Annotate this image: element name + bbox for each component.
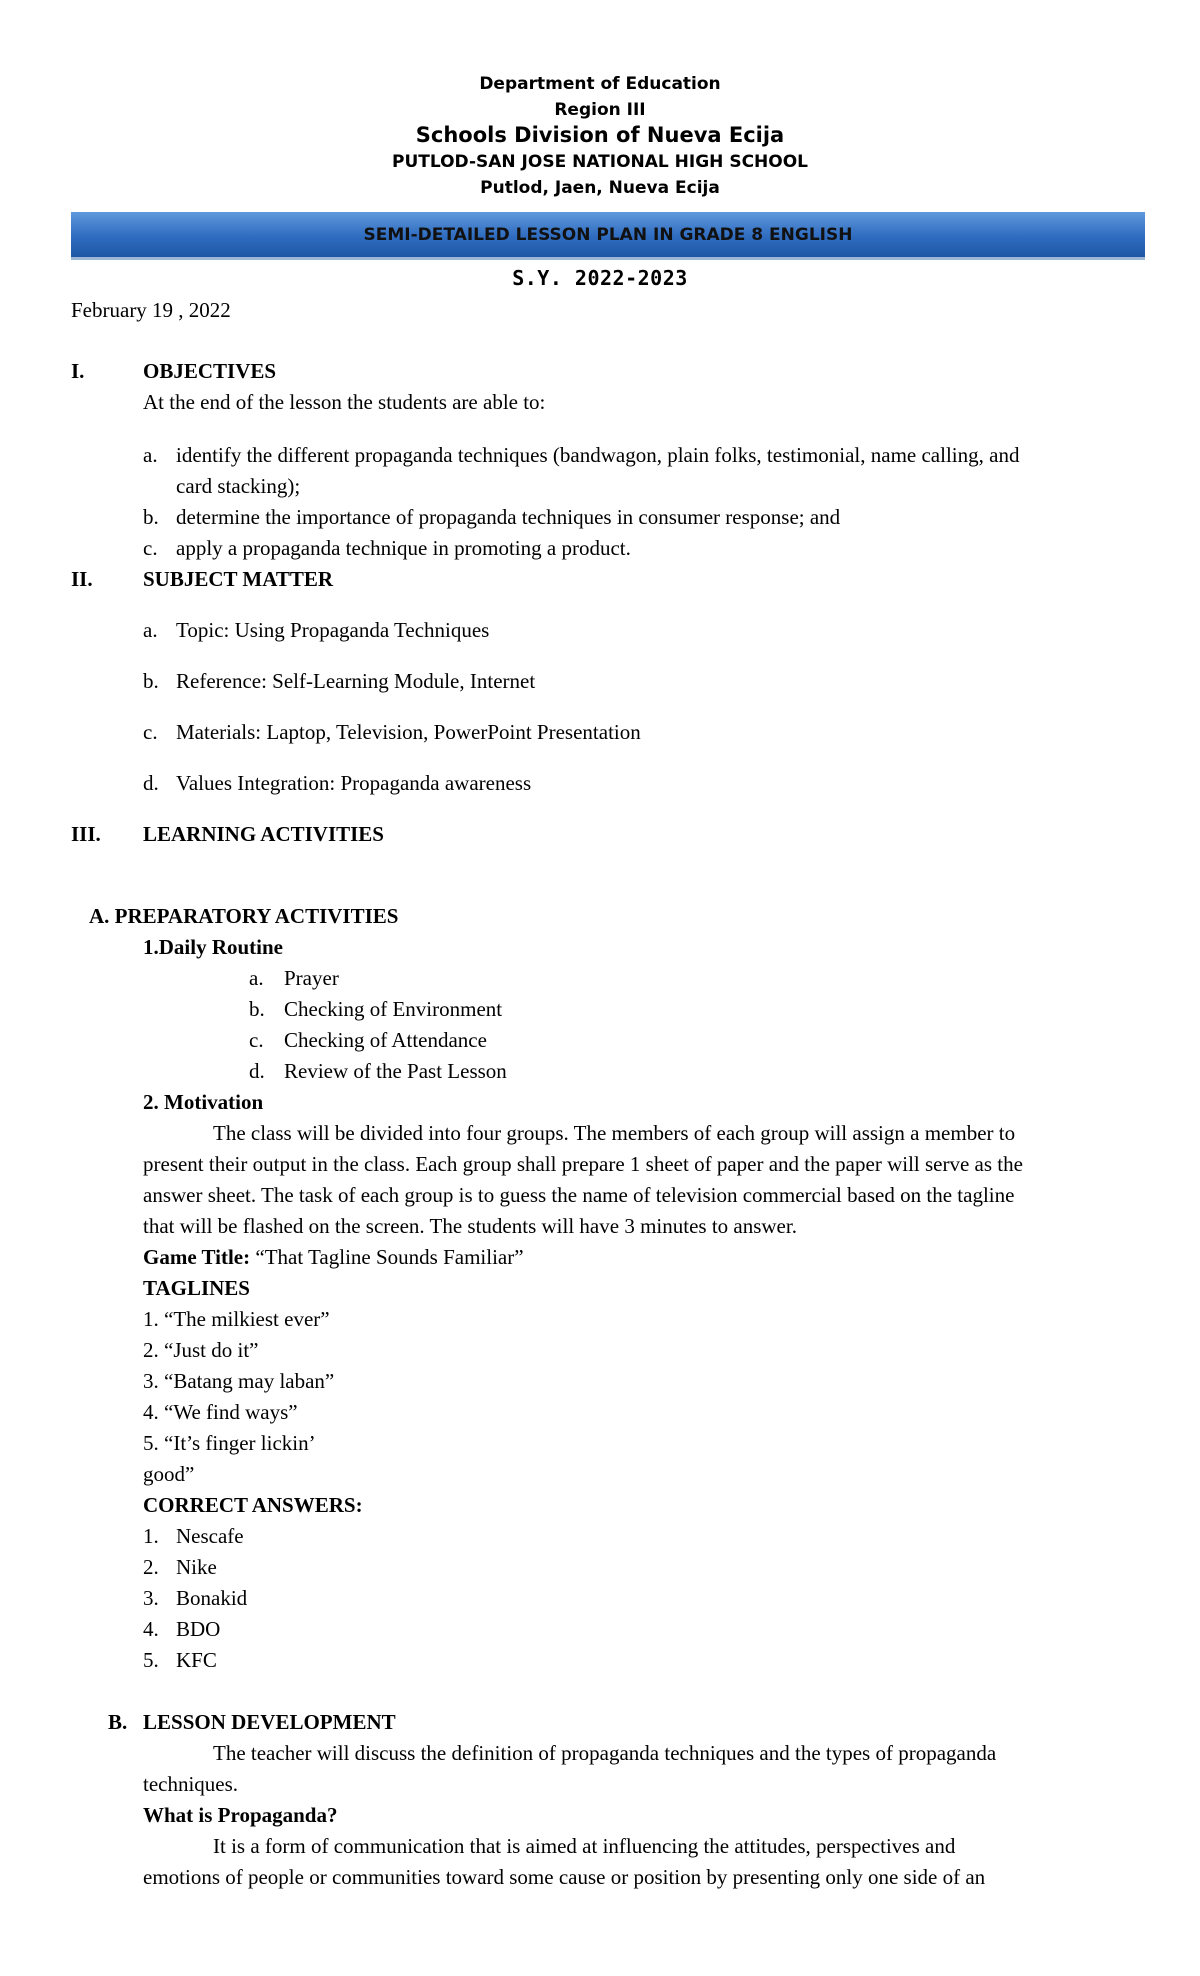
answer-item: Nescafe [176,1524,244,1548]
list-marker: 1. [143,1524,159,1548]
tagline-item: 3. “Batang may laban” [143,1369,335,1393]
list-marker: 4. [143,1617,159,1641]
list-item: Values Integration: Propaganda awareness [176,771,532,795]
tagline-item: 5. “It’s finger lickin’ [143,1431,316,1455]
list-item: determine the importance of propaganda techniques in consumer response; and [176,505,841,529]
paragraph-line: techniques. [143,1772,239,1796]
subsection-title-lesson-development: LESSON DEVELOPMENT [143,1710,396,1734]
date: February 19 , 2022 [71,298,231,322]
school-heading: PUTLOD-SAN JOSE NATIONAL HIGH SCHOOL [391,152,809,172]
tagline-item: 1. “The milkiest ever” [143,1307,330,1331]
list-item: Reference: Self-Learning Module, Internet [176,669,536,693]
section-title-learning-activities: LEARNING ACTIVITIES [143,822,384,846]
paragraph-line: The teacher will discuss the definition of propaganda techniques and the types of propaganda [213,1741,997,1765]
section-title-subject-matter: SUBJECT MATTER [143,567,334,591]
list-item: Checking of Environment [284,997,503,1021]
taglines-title: TAGLINES [143,1276,250,1300]
title-banner [71,212,1145,260]
list-item: Review of the Past Lesson [284,1059,507,1083]
tagline-item: 4. “We find ways” [143,1400,298,1424]
list-marker: b. [249,997,265,1021]
list-item: Materials: Laptop, Television, PowerPoint Presentation [176,720,641,744]
answer-item: BDO [176,1617,221,1641]
list-marker: c. [143,536,158,560]
motivation-title: 2. Motivation [143,1090,264,1114]
list-marker: a. [143,618,158,642]
paragraph-line: present their output in the class. Each group shall prepare 1 sheet of paper and the paper will serve as the [143,1152,1023,1176]
list-marker: d. [249,1059,265,1083]
section-numeral: II. [71,567,93,591]
tagline-item: 2. “Just do it” [143,1338,259,1362]
paragraph-line: that will be flashed on the screen. The students will have 3 minutes to answer. [143,1214,797,1238]
list-item: card stacking); [176,474,301,498]
list-marker: b. [143,669,159,693]
list-marker: c. [143,720,158,744]
paragraph-line: answer sheet. The task of each group is to guess the name of television commercial based on the tagline [143,1183,1015,1207]
game-title-label: Game Title: [143,1245,251,1269]
paragraph-line: emotions of people or communities toward some cause or position by presenting only one side of an [143,1865,986,1889]
list-item: Checking of Attendance [284,1028,487,1052]
list-item: apply a propaganda technique in promoting a product. [176,536,631,560]
list-marker: b. [143,505,159,529]
department-heading: Department of Education [479,74,721,94]
tagline-item: good” [143,1462,195,1486]
section-numeral: III. [71,822,101,846]
answer-item: KFC [176,1648,217,1672]
list-marker: a. [249,966,264,990]
division-heading: Schools Division of Nueva Ecija [415,123,785,147]
list-item: identify the different propaganda techniques (bandwagon, plain folks, testimonial, name calling, and [176,443,1020,467]
answer-item: Bonakid [176,1586,248,1610]
list-marker: 5. [143,1648,159,1672]
answer-item: Nike [176,1555,217,1579]
school-year: S.Y. 2022-2023 [512,266,688,290]
list-marker: d. [143,771,159,795]
subsection-title-preparatory: A. PREPARATORY ACTIVITIES [89,904,399,928]
list-marker: c. [249,1028,264,1052]
banner-title: SEMI-DETAILED LESSON PLAN IN GRADE 8 ENGLISH [363,224,853,245]
address-heading: Putlod, Jaen, Nueva Ecija [480,178,720,198]
game-title-value: “That Tagline Sounds Familiar” [250,1245,524,1269]
daily-routine-title: 1.Daily Routine [143,935,284,959]
paragraph-line: The class will be divided into four groups. The members of each group will assign a member to [213,1121,1016,1145]
region-heading: Region III [554,100,646,120]
list-item: Topic: Using Propaganda Techniques [176,618,490,642]
list-marker: a. [143,443,158,467]
list-item: Prayer [284,966,339,990]
section-title-objectives: OBJECTIVES [143,359,277,383]
list-marker: 2. [143,1555,159,1579]
paragraph-line: It is a form of communication that is aimed at influencing the attitudes, perspectives and [213,1834,956,1858]
list-marker: 3. [143,1586,159,1610]
propaganda-question: What is Propaganda? [143,1803,338,1827]
section-numeral: I. [71,359,85,383]
subsection-marker: B. [108,1710,128,1734]
answers-title: CORRECT ANSWERS: [143,1493,363,1517]
objectives-intro: At the end of the lesson the students are able to: [143,390,546,414]
game-title-line [143,1244,524,1270]
